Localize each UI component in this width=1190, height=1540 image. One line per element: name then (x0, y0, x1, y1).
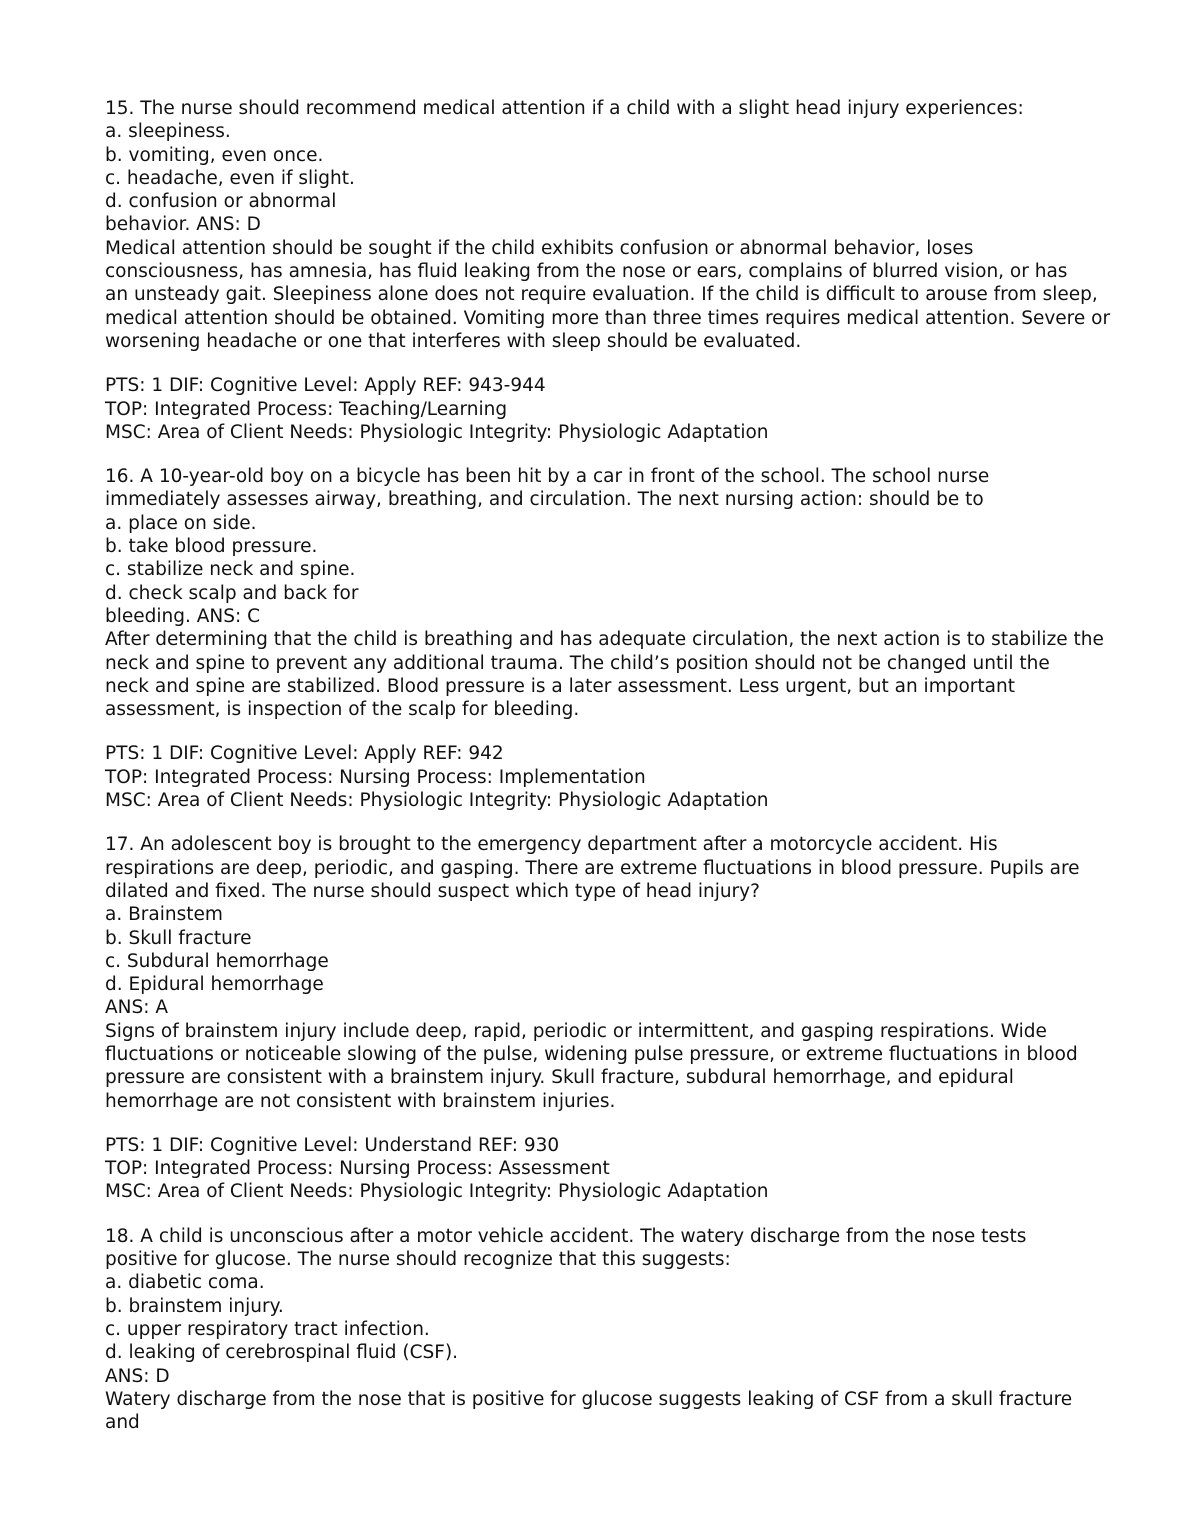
text-line: a. diabetic coma. (105, 1272, 265, 1294)
text-line: hemorrhage are not consistent with brainstem injuries. (105, 1090, 616, 1112)
text-line: 15. The nurse should recommend medical attention if a child with a slight head injury experiences: (105, 98, 1024, 119)
question-block (105, 465, 1105, 721)
text-line: b. take blood pressure. (105, 536, 318, 558)
text-line: a. sleepiness. (105, 121, 231, 143)
text-line: 18. A child is unconscious after a motor vehicle accident. The watery discharge from the nose tests (105, 1225, 1027, 1247)
text-line: respirations are deep, periodic, and gasping. There are extreme fluctuations in blood pressure. Pupils are (105, 857, 1080, 879)
text-line: a. Brainstem (105, 904, 223, 926)
text-line: bleeding. ANS: C (105, 605, 261, 627)
text-line: ANS: A (105, 997, 169, 1019)
text-line: an unsteady gait. Sleepiness alone does not require evaluation. If the child is difficult to arouse from sleep, (105, 284, 1098, 306)
text-line: a. place on side. (105, 512, 257, 534)
text-line: After determining that the child is breathing and has adequate circulation, the next action is to stabilize the (105, 629, 1104, 651)
text-line: 16. A 10-year-old boy on a bicycle has been hit by a car in front of the school. The school nurse (105, 466, 990, 488)
text-line: c. upper respiratory tract infection. (105, 1318, 430, 1340)
text-line: positive for glucose. The nurse should recognize that this suggests: (105, 1249, 731, 1271)
text-line: consciousness, has amnesia, has fluid leaking from the nose or ears, complains of blurred vision, or has (105, 261, 1068, 283)
text-line: and (105, 1412, 140, 1434)
text-line: fluctuations or noticeable slowing of the pulse, widening pulse pressure, or extreme fluctuations in blood (105, 1043, 1078, 1065)
text-line: immediately assesses airway, breathing, and circulation. The next nursing action: should be to (105, 489, 984, 511)
text-line: 17. An adolescent boy is brought to the emergency department after a motorcycle accident. His (105, 834, 998, 856)
text-line: ANS: D (105, 1365, 170, 1387)
text-line: Signs of brainstem injury include deep, rapid, periodic or intermittent, and gasping respirations. Wide (105, 1020, 1047, 1042)
text-line: d. leaking of cerebrospinal fluid (CSF). (105, 1342, 459, 1364)
text-line: worsening headache or one that interferes with sleep should be evaluated. (105, 330, 802, 352)
text-line: TOP: Integrated Process: Nursing Process: Implementation (105, 766, 646, 788)
text-line: behavior. ANS: D (105, 214, 261, 236)
text-line: Watery discharge from the nose that is positive for glucose suggests leaking of CSF from a skull fracture (105, 1388, 1073, 1410)
question-metadata (105, 1134, 1105, 1204)
text-line: MSC: Area of Client Needs: Physiologic Integrity: Physiologic Adaptation (105, 790, 769, 812)
text-line: TOP: Integrated Process: Nursing Process: Assessment (105, 1158, 610, 1180)
question-metadata (105, 742, 1105, 812)
question-block (105, 1225, 1105, 1435)
text-line: PTS: 1 DIF: Cognitive Level: Apply REF: 943-944 (105, 375, 546, 397)
document-page (105, 97, 1111, 1434)
text-line: MSC: Area of Client Needs: Physiologic Integrity: Physiologic Adaptation (105, 1181, 769, 1203)
text-line: dilated and fixed. The nurse should suspect which type of head injury? (105, 880, 760, 902)
question-block (105, 97, 1111, 353)
text-line: assessment, is inspection of the scalp for bleeding. (105, 699, 580, 721)
text-line: pressure are consistent with a brainstem injury. Skull fracture, subdural hemorrhage, and epidural (105, 1067, 1014, 1089)
text-line: Medical attention should be sought if the child exhibits confusion or abnormal behavior, loses (105, 237, 974, 259)
text-line: d. check scalp and back for (105, 582, 359, 604)
text-line: TOP: Integrated Process: Teaching/Learning (105, 398, 508, 420)
text-line: PTS: 1 DIF: Cognitive Level: Understand REF: 930 (105, 1134, 560, 1156)
text-line: medical attention should be obtained. Vomiting more than three times requires medical attention. Severe or (105, 307, 1111, 329)
text-line: d. confusion or abnormal (105, 191, 337, 213)
text-line: b. vomiting, even once. (105, 144, 324, 166)
text-line: b. Skull fracture (105, 927, 252, 949)
text-line: c. stabilize neck and spine. (105, 559, 356, 581)
text-line: b. brainstem injury. (105, 1295, 284, 1317)
text-line: d. Epidural hemorrhage (105, 974, 324, 996)
text-line: neck and spine are stabilized. Blood pressure is a later assessment. Less urgent, but an important (105, 675, 1015, 697)
text-line: PTS: 1 DIF: Cognitive Level: Apply REF: 942 (105, 743, 504, 765)
question-block (105, 833, 1105, 1113)
text-line: c. headache, even if slight. (105, 167, 355, 189)
text-line: MSC: Area of Client Needs: Physiologic Integrity: Physiologic Adaptation (105, 421, 769, 443)
text-line: neck and spine to prevent any additional trauma. The child’s position should not be changed until the (105, 652, 1050, 674)
question-metadata (105, 374, 1105, 444)
text-line: c. Subdural hemorrhage (105, 950, 329, 972)
